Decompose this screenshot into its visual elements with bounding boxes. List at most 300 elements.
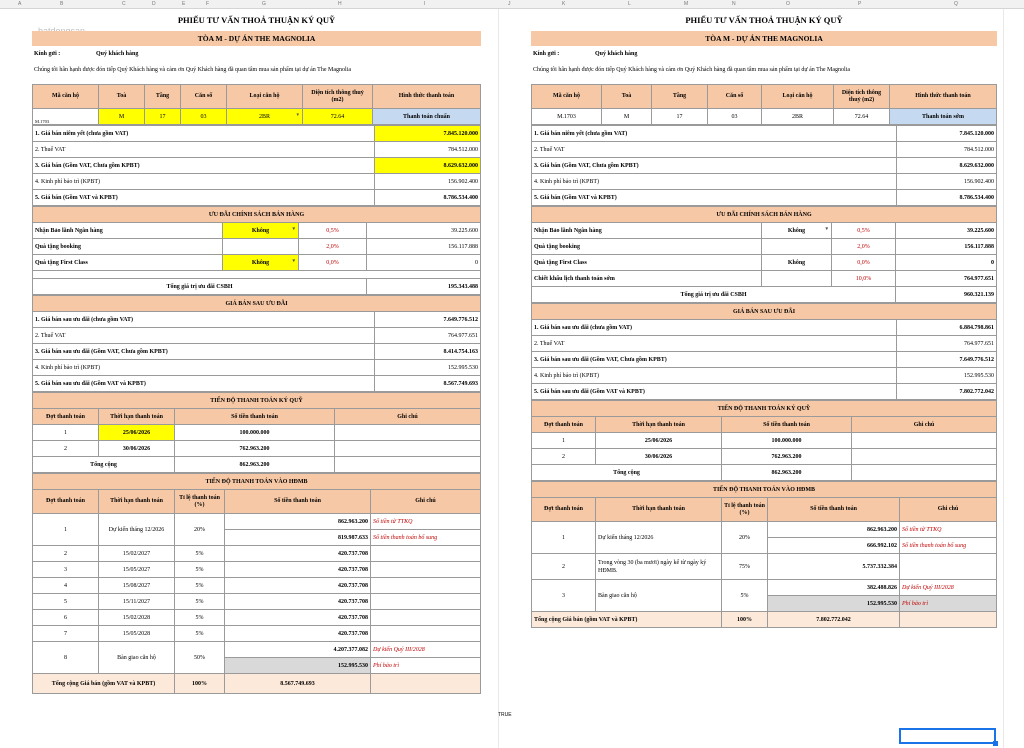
deposit-date: 30/06/2026	[99, 441, 175, 457]
area-cell[interactable]: 72.64	[834, 109, 890, 125]
installment-number: 1	[532, 522, 596, 554]
installment-note: Số tiền thanh toán bổ sung	[900, 538, 997, 554]
header-cell: Số tiền thanh toán	[175, 409, 335, 425]
section-title: TIẾN ĐỘ THANH TOÁN VÀO HĐMB	[33, 474, 481, 490]
grand-total-label: Tổng cộng Giá bán (gồm VAT và KPBT)	[33, 674, 175, 694]
sheet-title: PHIẾU TƯ VẤN THOẢ THUẬN KÝ QUỸ	[685, 15, 843, 25]
price-value: 156.902.400	[375, 174, 481, 190]
table-row	[532, 465, 997, 481]
section-header	[532, 304, 997, 320]
header-cell: Ghi chú	[900, 498, 997, 522]
after-discount-table	[32, 295, 481, 392]
after-value: 152.995.530	[897, 368, 997, 384]
column-header-i[interactable]: I	[424, 1, 426, 7]
bank-guarantee-dropdown[interactable]: Không ▾	[223, 223, 299, 239]
after-value: 6.884.798.861	[897, 320, 997, 336]
installment-date: Trong vòng 30 (ba mươi) ngày kể từ ngày ký HĐMB.	[596, 554, 722, 580]
note-cell	[371, 546, 481, 562]
policy-label: Quà tặng First Class	[532, 255, 762, 271]
installment-date: 15/02/2027	[99, 546, 175, 562]
table-row	[532, 174, 997, 190]
installment-amount: 382.488.826	[768, 580, 900, 596]
after-discount-table	[531, 303, 997, 400]
header-cell: Đợt thanh toán	[532, 417, 596, 433]
policy-value: 156.117.888	[896, 239, 997, 255]
after-label: 5. Giá bán sau ưu đãi (Gồm VAT và KPBT)	[532, 384, 897, 400]
header-cell: Loại căn hộ	[762, 85, 834, 109]
deposit-date-input[interactable]: 25/06/2026	[99, 425, 175, 441]
note-cell	[371, 562, 481, 578]
bank-guarantee-dropdown[interactable]: Không ▾	[762, 223, 832, 239]
after-label: 5. Giá bán sau ưu đãi (Gồm VAT và KPBT)	[33, 376, 375, 392]
section-title: TIẾN ĐỘ THANH TOÁN KÝ QUỸ	[532, 401, 997, 417]
table-row	[33, 594, 481, 610]
unit-number-input[interactable]: 03	[181, 109, 227, 125]
column-header-f[interactable]: F	[206, 1, 210, 7]
installment-date: Bàn giao căn hộ	[596, 580, 722, 612]
policy-label: Quà tặng booking	[532, 239, 762, 255]
column-header-k[interactable]: K	[562, 1, 566, 7]
header-cell: Số tiền thanh toán	[722, 417, 852, 433]
price-table	[32, 125, 481, 206]
price-label: 5. Giá bán (Gồm VAT và KPBT)	[33, 190, 375, 206]
after-label: 4. Kinh phí bảo trì (KPBT)	[532, 368, 897, 384]
policy-choice	[762, 239, 832, 255]
table-header-row	[532, 417, 997, 433]
gridline	[1003, 9, 1004, 748]
table-row	[532, 522, 997, 538]
table-row	[532, 554, 997, 580]
section-title: GIÁ BÁN SAU ƯU ĐÃI	[33, 296, 481, 312]
installment-number: 3	[33, 562, 99, 578]
column-header-g[interactable]: G	[262, 1, 266, 7]
header-cell: Ghi chú	[852, 417, 997, 433]
table-header-row	[33, 85, 481, 109]
policy-value: 39.225.600	[367, 223, 481, 239]
after-value: 152.995.530	[375, 360, 481, 376]
installment-number: 1	[33, 425, 99, 441]
installment-date: 15/08/2027	[99, 578, 175, 594]
header-cell: Đợt thanh toán	[532, 498, 596, 522]
note-cell	[335, 425, 481, 441]
deposit-amount: 762.963.200	[175, 441, 335, 457]
grand-total-percent: 100%	[722, 612, 768, 628]
header-cell: Hình thức thanh toán	[373, 85, 481, 109]
column-header-bar	[0, 0, 1024, 9]
installment-date: Bàn giao căn hộ	[99, 642, 175, 674]
table-row	[33, 546, 481, 562]
grand-total-label: Tổng cộng Giá bán (gồm VAT và KPBT)	[532, 612, 722, 628]
column-header-p[interactable]: P	[858, 1, 862, 7]
deposit-schedule-table	[32, 392, 481, 473]
header-cell: Tỉ lệ thanh toán (%)	[175, 490, 225, 514]
table-row	[33, 174, 481, 190]
price-label: 1. Giá bán niêm yết (chưa gồm VAT)	[33, 126, 375, 142]
section-header	[33, 207, 481, 223]
total-policy-value: 195.343.488	[367, 279, 481, 295]
hdmb-schedule-table	[531, 481, 997, 628]
note-cell	[335, 457, 481, 473]
price-label: 3. Giá bán (Gồm VAT, Chưa gồm KPBT)	[532, 158, 897, 174]
price-label: 2. Thuế VAT	[532, 142, 897, 158]
table-row	[532, 109, 997, 125]
after-value: 764.977.651	[375, 328, 481, 344]
deposit-date: 30/06/2026	[596, 449, 722, 465]
price-value: 7.845.120.000	[897, 126, 997, 142]
unit-number-cell[interactable]: 03	[708, 109, 762, 125]
installment-number: 5	[33, 594, 99, 610]
installment-note: Phí bảo trì	[371, 658, 481, 674]
table-row	[33, 190, 481, 206]
installment-percent: 5%	[175, 546, 225, 562]
header-cell: Tầng	[145, 85, 181, 109]
unit-code-note: M.1703	[35, 119, 50, 124]
column-header-q[interactable]: Q	[954, 1, 958, 7]
header-cell: Diện tích thông thuỷ (m2)	[303, 85, 373, 109]
policy-percent: 10,0%	[832, 271, 896, 287]
policy-choice	[762, 271, 832, 287]
table-row	[532, 223, 997, 239]
installment-date: 15/05/2028	[99, 626, 175, 642]
header-cell: Đợt thanh toán	[33, 409, 99, 425]
price-value: 8.786.534.400	[375, 190, 481, 206]
deposit-amount: 762.963.200	[722, 449, 852, 465]
policy-value: 39.225.600	[896, 223, 997, 239]
table-header-row	[33, 490, 481, 514]
column-header-d[interactable]: D	[152, 1, 156, 7]
table-row	[33, 126, 481, 142]
installment-number: 2	[33, 546, 99, 562]
installment-percent: 5%	[175, 562, 225, 578]
section-title: TIẾN ĐỘ THANH TOÁN KÝ QUỸ	[33, 393, 481, 409]
policy-percent: 0,0%	[832, 255, 896, 271]
installment-number: 2	[532, 449, 596, 465]
after-label: 2. Thuế VAT	[33, 328, 375, 344]
table-row	[532, 255, 997, 271]
installment-date: Dự kiến tháng 12/2026	[99, 514, 175, 546]
intro-text: Chúng tôi hân hạnh được đón tiếp Quý Khách hàng và cảm ơn Quý Khách hàng đã quan tâm mua sản phẩm tại dự án The Magnolia	[533, 67, 850, 73]
table-row	[532, 336, 997, 352]
policy-percent: 0,5%	[832, 223, 896, 239]
column-header-n[interactable]: N	[732, 1, 736, 7]
price-value[interactable]: 8.629.632.000	[375, 158, 481, 174]
table-row	[33, 642, 481, 658]
first-class-gift-cell[interactable]: Không	[762, 255, 832, 271]
table-row	[532, 580, 997, 596]
table-row	[532, 320, 997, 336]
floor-input[interactable]: 17	[145, 109, 181, 125]
policy-percent: 2,0%	[299, 239, 367, 255]
project-banner: TÒA M - DỰ ÁN THE MAGNOLIA	[32, 31, 481, 46]
header-cell: Thời hạn thanh toán	[99, 409, 175, 425]
section-header	[33, 393, 481, 409]
installment-amount: 666.992.102	[768, 538, 900, 554]
table-row	[33, 142, 481, 158]
hdmb-schedule-table	[32, 473, 481, 694]
installment-number: 4	[33, 578, 99, 594]
payment-method-cell[interactable]: Thanh toán sớm	[890, 109, 997, 125]
column-header-c[interactable]: C	[122, 1, 126, 7]
deposit-total-label: Tổng cộng	[532, 465, 722, 481]
grand-total-row	[532, 612, 997, 628]
tower-cell[interactable]: M	[602, 109, 652, 125]
table-row	[33, 626, 481, 642]
policy-percent: 0,0%	[299, 255, 367, 271]
installment-percent: 5%	[175, 610, 225, 626]
policy-value: 156.117.888	[367, 239, 481, 255]
section-title: ƯU ĐÃI CHÍNH SÁCH BÁN HÀNG	[33, 207, 481, 223]
true-cell[interactable]: TRUE	[498, 712, 512, 718]
table-row	[33, 457, 481, 473]
unit-type-cell[interactable]: 2BR	[762, 109, 834, 125]
unit-code-cell[interactable]	[33, 109, 99, 125]
installment-percent: 75%	[722, 554, 768, 580]
price-value: 784.512.000	[897, 142, 997, 158]
after-label: 4. Kinh phí bảo trì (KPBT)	[33, 360, 375, 376]
policy-label: Nhận Bảo lãnh Ngân hàng	[33, 223, 223, 239]
table-row	[33, 158, 481, 174]
installment-amount: 420.737.708	[225, 610, 371, 626]
deposit-total-label: Tổng cộng	[33, 457, 175, 473]
installment-date: 15/02/2028	[99, 610, 175, 626]
installment-percent: 20%	[722, 522, 768, 554]
after-value: 764.977.651	[897, 336, 997, 352]
table-row	[532, 352, 997, 368]
header-cell: Mã căn hộ	[33, 85, 99, 109]
policy-value: 764.977.651	[896, 271, 997, 287]
installment-number: 1	[33, 514, 99, 546]
table-header-row	[532, 85, 997, 109]
total-policy-label: Tổng giá trị ưu đãi CSBH	[532, 287, 896, 303]
installment-amount: 420.737.708	[225, 594, 371, 610]
price-value: 784.512.000	[375, 142, 481, 158]
table-row	[33, 239, 481, 255]
section-header	[532, 401, 997, 417]
table-row	[33, 279, 481, 295]
installment-date: 15/05/2027	[99, 562, 175, 578]
installment-date: Dự kiến tháng 12/2026	[596, 522, 722, 554]
policy-table	[531, 206, 997, 303]
greeting-label: Kính gửi :	[34, 51, 61, 57]
installment-number: 2	[532, 554, 596, 580]
installment-note: Phí bảo trì	[900, 596, 997, 612]
after-label: 2. Thuế VAT	[532, 336, 897, 352]
policy-table	[32, 206, 481, 295]
deposit-amount: 100.000.000	[722, 433, 852, 449]
table-row	[532, 158, 997, 174]
section-header	[532, 482, 997, 498]
installment-number: 8	[33, 642, 99, 674]
header-cell: Thời hạn thanh toán	[99, 490, 175, 514]
after-value: 7.802.772.042	[897, 384, 997, 400]
table-row	[33, 425, 481, 441]
section-title: TIẾN ĐỘ THANH TOÁN VÀO HĐMB	[532, 482, 997, 498]
installment-percent: 5%	[722, 580, 768, 612]
price-value[interactable]: 7.845.120.000	[375, 126, 481, 142]
price-table	[531, 125, 997, 206]
header-cell: Căn số	[181, 85, 227, 109]
tower-input[interactable]: M	[99, 109, 145, 125]
price-label: 1. Giá bán niêm yết (chưa gồm VAT)	[532, 126, 897, 142]
note-cell	[900, 554, 997, 580]
maintenance-fee-amount: 152.995.530	[225, 658, 371, 674]
price-label: 4. Kinh phí bảo trì (KPBT)	[33, 174, 375, 190]
table-row	[33, 376, 481, 392]
maintenance-fee-amount: 152.995.530	[768, 596, 900, 612]
payment-method-cell[interactable]: Thanh toán chuẩn	[373, 109, 481, 125]
note-cell	[371, 626, 481, 642]
installment-amount: 862.963.200	[768, 522, 900, 538]
policy-value: 0	[367, 255, 481, 271]
header-cell: Hình thức thanh toán	[890, 85, 997, 109]
installment-date: 15/11/2027	[99, 594, 175, 610]
policy-percent: 2,0%	[832, 239, 896, 255]
installment-amount: 420.737.708	[225, 578, 371, 594]
column-header-a[interactable]: A	[18, 1, 22, 7]
header-cell: Số tiền thanh toán	[768, 498, 900, 522]
greeting-line	[531, 46, 997, 62]
installment-amount: 420.737.708	[225, 546, 371, 562]
note-cell	[852, 465, 997, 481]
intro-text: Chúng tôi hân hạnh được đón tiếp Quý Khách hàng và cảm ơn Quý Khách hàng đã quan tâm mua sản phẩm tại dự án The Magnolia	[34, 67, 351, 73]
installment-amount: 420.737.708	[225, 562, 371, 578]
deposit-total-value: 862.963.200	[175, 457, 335, 473]
after-value: 8.567.749.693	[375, 376, 481, 392]
column-header-o[interactable]: O	[786, 1, 790, 7]
header-cell: Toà	[602, 85, 652, 109]
installment-percent: 5%	[175, 594, 225, 610]
installment-number: 3	[532, 580, 596, 612]
table-row	[532, 271, 997, 287]
table-header-row	[33, 409, 481, 425]
area-input[interactable]: 72.64	[303, 109, 373, 125]
installment-amount: 819.987.633	[225, 530, 371, 546]
table-row	[33, 328, 481, 344]
header-cell: Tỉ lệ thanh toán (%)	[722, 498, 768, 522]
grand-total-value: 7.802.772.042	[768, 612, 900, 628]
total-policy-value: 960.321.139	[896, 287, 997, 303]
selected-cell-cursor[interactable]	[899, 728, 996, 744]
after-label: 1. Giá bán sau ưu đãi (chưa gồm VAT)	[33, 312, 375, 328]
policy-value: 0	[896, 255, 997, 271]
installment-note: Dự kiến Quý III/2028	[900, 580, 997, 596]
table-row	[33, 223, 481, 239]
section-header	[33, 474, 481, 490]
section-title: ƯU ĐÃI CHÍNH SÁCH BÁN HÀNG	[532, 207, 997, 223]
table-row	[33, 109, 481, 125]
installment-percent: 5%	[175, 578, 225, 594]
grand-total-row	[33, 674, 481, 694]
policy-choice	[223, 239, 299, 255]
header-cell: Loại căn hộ	[227, 85, 303, 109]
header-cell: Số tiền thanh toán	[225, 490, 371, 514]
floor-cell[interactable]: 17	[652, 109, 708, 125]
greeting-line	[32, 46, 481, 62]
column-header-e[interactable]: E	[182, 1, 186, 7]
table-row	[33, 514, 481, 530]
header-cell: Ghi chú	[335, 409, 481, 425]
installment-note: Số tiền từ TTKQ	[371, 514, 481, 530]
gridline	[498, 9, 499, 748]
note-cell	[371, 578, 481, 594]
greeting-label: Kính gửi :	[533, 51, 560, 57]
table-row	[532, 384, 997, 400]
table-row	[532, 449, 997, 465]
table-row	[532, 287, 997, 303]
column-header-j[interactable]: J	[508, 1, 511, 7]
installment-note: Số tiền thanh toán bổ sung	[371, 530, 481, 546]
installment-number: 2	[33, 441, 99, 457]
section-title: GIÁ BÁN SAU ƯU ĐÃI	[532, 304, 997, 320]
installment-number: 6	[33, 610, 99, 626]
total-policy-label: Tổng giá trị ưu đãi CSBH	[33, 279, 367, 295]
price-label: 3. Giá bán (Gồm VAT, Chưa gồm KPBT)	[33, 158, 375, 174]
policy-label: Nhận Bảo lãnh Ngân hàng	[532, 223, 762, 239]
policy-percent: 0,5%	[299, 223, 367, 239]
table-row	[33, 610, 481, 626]
unit-code-cell[interactable]: M.1703	[532, 109, 602, 125]
header-cell: Mã căn hộ	[532, 85, 602, 109]
price-value: 156.902.400	[897, 174, 997, 190]
unit-type-dropdown[interactable]: 2BR ▾	[227, 109, 303, 125]
header-cell: Tầng	[652, 85, 708, 109]
column-header-m[interactable]: M	[684, 1, 689, 7]
first-class-gift-dropdown[interactable]: Không ▾	[223, 255, 299, 271]
sheet-title: PHIẾU TƯ VẤN THOẢ THUẬN KÝ QUỸ	[177, 15, 336, 25]
project-banner: TÒA M - DỰ ÁN THE MAGNOLIA	[531, 31, 997, 46]
note-cell	[371, 674, 481, 694]
right-sheet	[531, 9, 997, 628]
column-header-b[interactable]: B	[60, 1, 64, 7]
note-cell	[371, 610, 481, 626]
after-value: 8.414.754.163	[375, 344, 481, 360]
header-cell: Thời hạn thanh toán	[596, 417, 722, 433]
unit-info-table	[32, 84, 481, 125]
after-label: 3. Giá bán sau ưu đãi (Gồm VAT, Chưa gồm KPBT)	[532, 352, 897, 368]
column-header-l[interactable]: L	[628, 1, 631, 7]
after-value: 7.649.776.512	[375, 312, 481, 328]
table-row	[33, 312, 481, 328]
table-row	[532, 239, 997, 255]
table-row	[532, 433, 997, 449]
installment-amount: 420.737.708	[225, 626, 371, 642]
section-header	[532, 207, 997, 223]
policy-label: Quà tặng First Class	[33, 255, 223, 271]
grand-total-percent: 100%	[175, 674, 225, 694]
table-row	[532, 126, 997, 142]
deposit-schedule-table	[531, 400, 997, 481]
section-header	[33, 296, 481, 312]
installment-note: Dự kiến Quý III/2028	[371, 642, 481, 658]
installment-number: 1	[532, 433, 596, 449]
installment-note: Số tiền từ TTKQ	[900, 522, 997, 538]
left-sheet	[32, 9, 481, 694]
note-cell	[852, 449, 997, 465]
table-header-row	[532, 498, 997, 522]
deposit-total-value: 862.963.200	[722, 465, 852, 481]
header-cell: Ghi chú	[371, 490, 481, 514]
after-label: 1. Giá bán sau ưu đãi (chưa gồm VAT)	[532, 320, 897, 336]
header-cell: Thời hạn thanh toán	[596, 498, 722, 522]
table-row	[532, 190, 997, 206]
greeting-value: Quý khách hàng	[96, 51, 139, 57]
table-row	[532, 368, 997, 384]
header-cell: Đợt thanh toán	[33, 490, 99, 514]
table-row	[532, 142, 997, 158]
column-header-h[interactable]: H	[338, 1, 342, 7]
table-row	[33, 562, 481, 578]
deposit-amount: 100.000.000	[175, 425, 335, 441]
